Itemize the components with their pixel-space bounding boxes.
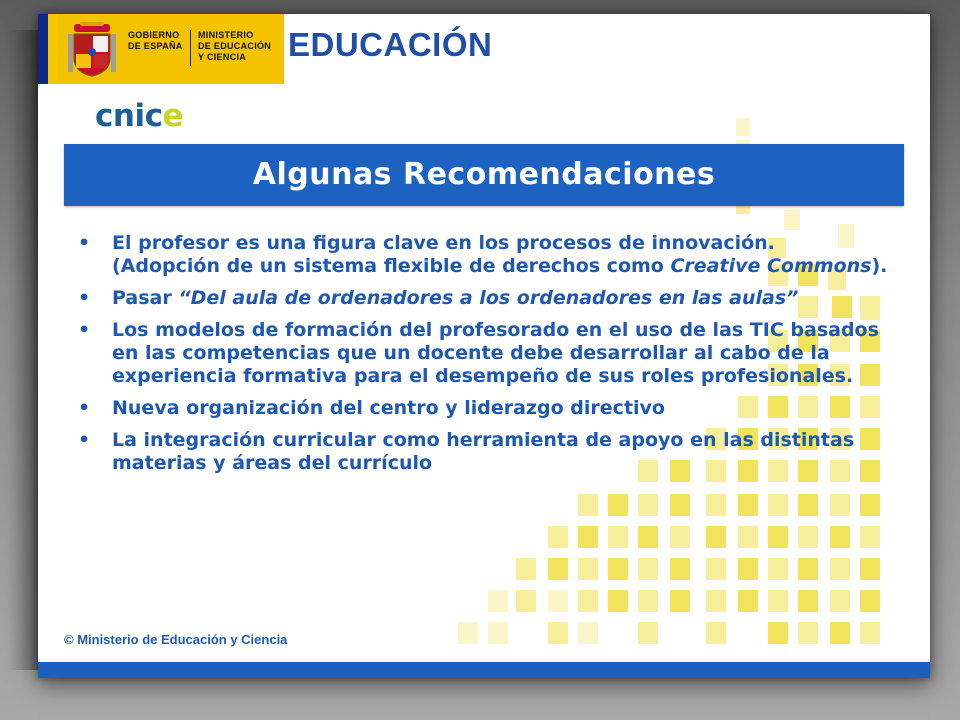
- cnice-logo: [95, 98, 183, 134]
- decorative-square: [830, 494, 850, 516]
- decorative-square: [638, 590, 658, 612]
- decorative-square: [784, 210, 800, 230]
- decorative-square: [578, 558, 598, 580]
- list-item: [78, 397, 888, 420]
- title-bar: [64, 144, 904, 206]
- decorative-square: [736, 118, 750, 136]
- list-item: [78, 232, 888, 278]
- decorative-square: [738, 526, 758, 548]
- bullet-1-text: El profesor es una figura clave en los procesos de innovación. (Adopción de un sistema flexible de derechos como: [112, 232, 775, 277]
- copyright: © Ministerio de Educación y Ciencia: [64, 632, 288, 647]
- eu-flag-strip: [38, 14, 58, 84]
- decorative-square: [548, 558, 568, 580]
- bullet-4-text: Nueva organización del centro y liderazgo directivo: [112, 397, 665, 419]
- decorative-square: [768, 494, 788, 516]
- cnice-logo-main: cnic: [95, 98, 163, 134]
- decorative-square: [578, 590, 598, 612]
- decorative-square: [516, 558, 536, 580]
- decorative-square: [516, 590, 536, 612]
- decorative-square: [706, 526, 726, 548]
- decorative-square: [670, 558, 690, 580]
- decorative-square: [638, 526, 658, 548]
- ministry-line-2: DE EDUCACIÓN: [198, 41, 272, 51]
- decorative-square: [830, 526, 850, 548]
- ministry-line-3: Y CIENCIA: [198, 52, 247, 62]
- gov-line-1: GOBIERNO: [128, 30, 180, 40]
- decorative-square: [548, 590, 568, 612]
- slide-shadow: [8, 30, 38, 670]
- decorative-square: [830, 558, 850, 580]
- list-item: [78, 319, 888, 388]
- section-title: EDUCACIÓN: [288, 26, 493, 63]
- decorative-square: [738, 590, 758, 612]
- decorative-square: [706, 590, 726, 612]
- decorative-square: [608, 526, 628, 548]
- decorative-square: [768, 622, 788, 644]
- decorative-square: [578, 622, 598, 644]
- decorative-square: [578, 526, 598, 548]
- decorative-square: [798, 590, 818, 612]
- decorative-square: [488, 622, 508, 644]
- decorative-square: [670, 590, 690, 612]
- gov-line-2: DE ESPAÑA: [128, 41, 183, 51]
- decorative-square: [738, 494, 758, 516]
- bullet-1-end: ).: [871, 255, 888, 277]
- bullet-2-text: Pasar: [112, 287, 179, 309]
- decorative-square: [608, 558, 628, 580]
- decorative-square: [670, 494, 690, 516]
- government-logo: [58, 14, 284, 84]
- decorative-square: [860, 494, 880, 516]
- decorative-square: [798, 526, 818, 548]
- decorative-square: [798, 494, 818, 516]
- decorative-square: [638, 558, 658, 580]
- cnice-logo-accent: e: [162, 98, 183, 134]
- decorative-square: [830, 622, 850, 644]
- slide: [38, 14, 930, 678]
- decorative-square: [738, 558, 758, 580]
- decorative-square: [768, 526, 788, 548]
- bullet-5-text: La integración curricular como herramienta de apoyo en las distintas materias y áreas del currículo: [112, 429, 855, 474]
- ministry-line-1: MINISTERIO: [198, 30, 254, 40]
- decorative-square: [768, 558, 788, 580]
- decorative-square: [860, 526, 880, 548]
- decorative-square: [860, 558, 880, 580]
- logo-divider: [190, 30, 191, 66]
- decorative-square: [860, 622, 880, 644]
- decorative-square: [706, 494, 726, 516]
- bullet-1-italic: Creative Commons: [670, 255, 872, 277]
- decorative-square: [830, 590, 850, 612]
- decorative-square: [548, 622, 568, 644]
- bullet-list: [78, 232, 888, 484]
- decorative-square: [638, 494, 658, 516]
- decorative-square: [798, 622, 818, 644]
- decorative-square: [578, 494, 598, 516]
- decorative-square: [608, 590, 628, 612]
- decorative-square: [798, 558, 818, 580]
- coat-of-arms-icon: [68, 22, 116, 78]
- bullet-2-italic: “Del aula de ordenadores a los ordenadores en las aulas”: [178, 287, 799, 309]
- decorative-square: [860, 590, 880, 612]
- decorative-square: [670, 526, 690, 548]
- decorative-square: [548, 526, 568, 548]
- list-item: [78, 287, 888, 310]
- slide-title: Algunas Recomendaciones: [252, 157, 716, 192]
- decorative-square: [768, 590, 788, 612]
- decorative-square: [488, 590, 508, 612]
- decorative-square: [458, 622, 478, 644]
- decorative-square: [608, 494, 628, 516]
- bottom-bar: [38, 662, 930, 678]
- list-item: [78, 429, 888, 475]
- decorative-square: [706, 558, 726, 580]
- decorative-square: [706, 622, 726, 644]
- bullet-3-text: Los modelos de formación del profesorado en el uso de las TIC basados en las competencias que un docente debe desarrollar al cabo de la experiencia formativa para el desempeño de sus roles profesionales.: [112, 319, 879, 387]
- decorative-square: [638, 622, 658, 644]
